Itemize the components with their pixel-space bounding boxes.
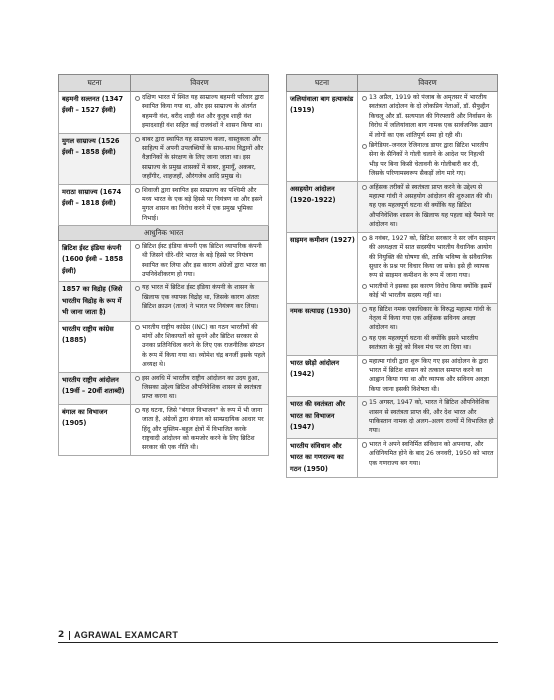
- table-row: [59, 133, 269, 184]
- event-description: [131, 92, 269, 134]
- bullet-item: शिवाजी द्वारा स्थापित इस साम्राज्य का पश्चिमी और मध्य भारत के एक बड़े हिस्से पर नियंत्रण था और इसने मुगल शासन का विरोध करने में एक प्रमुख भूमिका निभाई।: [142, 186, 266, 224]
- event-name: 1857 का विद्रोह (जिसे भारतीय विद्रोह के रूप में भी जाना जाता है): [59, 282, 131, 321]
- event-name: भारतीय राष्ट्रीय आंदोलन (19वीं – 20वीं शताब्दी): [59, 372, 131, 404]
- table-row: [59, 372, 269, 404]
- left-column: [58, 74, 269, 456]
- right-column: [286, 74, 498, 478]
- bullet-list: [360, 234, 495, 301]
- event-description: [131, 372, 269, 404]
- table-row: [287, 397, 498, 439]
- bullet-item: यह एक महत्वपूर्ण घटना थी क्योंकि इसने भारतीय स्वतंत्रता के मुद्दे को विश्व मंच पर ला दिया था।: [369, 334, 495, 353]
- event-name: भारत छोड़ो आंदोलन (1942): [287, 355, 358, 397]
- event-description: [358, 232, 498, 303]
- event-description: [131, 240, 269, 282]
- bullet-item: बाबर द्वारा स्थापित यह साम्राज्य कला, वास्तुकला और साहित्य में अपनी उपलब्धियों के साथ-साथ विद्वानों और वैज्ञानिकों के संरक्षण के लिए जाना जाता था। इस साम्राज्य के प्रमुख शासकों में बाबर, हुमायूँ, अकबर, जहाँगीर, शाहजहाँ, औरंगजेब आदि प्रमुख थे।: [142, 135, 266, 182]
- bullet-item: महात्मा गांधी द्वारा शुरू किए गए इस आंदोलन के द्वारा भारत में ब्रिटिश शासन को तत्काल समाप्त करने का आह्वान किया गया था और व्यापक और सविनय अवज्ञा किया जाना इसकी विशेषता थी।: [369, 357, 495, 395]
- bullet-list: [133, 406, 266, 453]
- right-table: [286, 74, 498, 478]
- bullet-item: भारतीयों ने इसका इस कारण विरोध किया क्योंकि इसमें कोई भी भारतीय सदस्य नहीं था।: [369, 282, 495, 301]
- header-event: घटना: [59, 75, 131, 92]
- table-row: [287, 92, 498, 182]
- event-name: मुगल साम्राज्य (1526 ईस्वी – 1858 ईस्वी): [59, 133, 131, 184]
- bullet-item: 13 अप्रैल, 1919 को पंजाब के अमृतसर में भारतीय स्वतंत्रता आंदोलन के दो लोकप्रिय नेताओं, डॉ. सैफुद्दीन किचलू और डॉ. सत्यपाल की गिरफ्तारी और निर्वासन के विरोध में जलियांवाला बाग नामक एक सार्वजनिक उद्यान में लोगों का एक शांतिपूर्ण समा हो रही थी।: [369, 93, 495, 140]
- table-row: [59, 184, 269, 226]
- event-name: नमक सत्याग्रह (1930): [287, 303, 358, 355]
- footer-divider: [69, 631, 70, 640]
- event-name: जलियांवाला बाग हत्याकांड (1919): [287, 92, 358, 182]
- bullet-item: 8 नवंबर, 1927 को, ब्रिटिश सरकार ने सर जॉन साइमन की अध्यक्षता में सात सदस्यीय भारतीय वैधानिक आयोग की नियुक्ति की घोषणा की, ताकि भविष्य के संवैधानिक सुधार के प्रश्न पर विचार किया जा सके। इसे ही व्यापक रूप से साइमन कमीशन के रूप में जाना गया।: [369, 234, 496, 280]
- bullet-item: भारतीय राष्ट्रीय कांग्रेस (INC) का गठन भारतीयों की मांगों और शिकायतों को सुनने और ब्रिटिश सरकार से उनका प्रतिनिधित्व करने के लिए एक राजनीतिक संगठन के रूप में किया गया था। व्योमेश चंद्र बनर्जी इसके पहले अध्यक्ष थे।: [142, 323, 266, 369]
- event-name: ब्रिटिश ईस्ट इंडिया कंपनी (1600 ईस्वी – 1858 ईस्वी): [59, 240, 131, 282]
- table-row: [59, 404, 269, 455]
- table-row: [287, 303, 498, 355]
- bullet-item: ब्रिगेडियर–जनरल रेजिनाल्ड डायर द्वारा ब्रिटिश भारतीय सेना के सैनिकों ने गोली चलाने के आदेश पर निहत्थी भीड़ पर बिना किसी चेतावनी के गोलीबारी कर दी, जिसके परिणामस्वरूप सैकड़ों लोग मारे गए।: [369, 141, 495, 179]
- bullet-item: 15 अगस्त, 1947 को, भारत ने ब्रिटिश औपनिवेशिक शासन से स्वतंत्रता प्राप्त की, और देश भारत और पाकिस्तान नामक दो अलग–अलग राज्यों में विभाजित हो गया।: [369, 399, 494, 435]
- event-description: [358, 397, 498, 439]
- brand-logo-text: AGRAWAL EXAMCART: [74, 630, 179, 640]
- bullet-list: [360, 183, 495, 230]
- event-description: [131, 282, 269, 321]
- event-name: भारतीय संविधान और भारत का गणराज्य का गठन (1950): [287, 438, 358, 477]
- table-row: [287, 232, 498, 303]
- table-row: [59, 282, 269, 321]
- event-description: [358, 355, 498, 397]
- bullet-item: यह भारत में ब्रिटिश ईस्ट इंडिया कंपनी के शासन के खिलाफ एक व्यापक विद्रोह था, जिसके कारण अंततः ब्रिटिश क्राउन (ताज) ने भारत पर नियंत्रण कर लिया।: [142, 283, 266, 311]
- bullet-item: भारत ने अपने स्वनिर्मित संविधान को अपनाया, और अधिनियमित होने के बाद 26 जनवरी, 1950 को भारत एक गणराज्य बन गया।: [369, 440, 494, 467]
- bullet-list: [133, 323, 266, 370]
- bullet-list: [360, 357, 495, 395]
- event-name: मराठा साम्राज्य (1674 ईस्वी – 1818 ईस्वी): [59, 184, 131, 226]
- bullet-list: [133, 135, 266, 182]
- event-description: [131, 184, 269, 226]
- event-name: साइमन कमीशन (1927): [287, 232, 358, 303]
- event-description: [358, 438, 498, 477]
- table-row: [59, 92, 269, 134]
- bullet-list: [133, 186, 266, 224]
- table-row: [59, 240, 269, 282]
- event-name: भारत की स्वतंत्रता और भारत का विभाजन (1947): [287, 397, 358, 439]
- table-row: [287, 438, 498, 477]
- bullet-list: [133, 242, 266, 280]
- bullet-item: दक्षिण भारत में स्थित यह साम्राज्य बहमनी परिवार द्वारा स्थापित किया गया था, और इस साम्राज्य के अंतर्गत बहमनी वंश, बरीद शाही वंश और कुतुब शाही वंश इमादशाही वंश सहित कई राजवंशों ने शासन किया था।: [142, 93, 266, 131]
- event-name: बंगाल का विभाजन (1905): [59, 404, 131, 455]
- bullet-item: इस अवधि में भारतीय राष्ट्रीय आंदोलन का उदय हुआ, जिसका उद्देश्य ब्रिटिश औपनिवेशिक शासन से स्वतंत्रता प्राप्त करना था।: [142, 374, 266, 402]
- header-description: विवरण: [131, 75, 269, 92]
- header-description: विवरण: [358, 75, 498, 92]
- bullet-item: यह घटना, जिसे "बंगाल विभाजन" के रूप में भी जाना जाता है, अंग्रेजों द्वारा बंगाल को साम्प्रदायिक आधार पर हिंदू और मुस्लिम–बहुल क्षेत्रों में विभाजित करके राष्ट्रवादी आंदोलन को कमजोर करने के लिए ब्रिटिश सरकार की एक नीति थी।: [142, 406, 266, 453]
- event-description: [131, 321, 269, 372]
- table-row: [287, 355, 498, 397]
- event-description: [358, 92, 498, 182]
- event-name: असहयोग आंदोलन (1920-1922): [287, 181, 358, 232]
- bullet-item: यह ब्रिटिश नमक एकाधिकार के विरुद्ध महात्मा गांधी के नेतृत्व में किया गया एक अहिंसक सविनय अवज्ञा आंदोलन था।: [369, 305, 495, 333]
- page-number: 2: [58, 630, 65, 640]
- event-description: [358, 181, 498, 232]
- bullet-list: [360, 93, 495, 179]
- bullet-item: ब्रिटिश ईस्ट इंडिया कंपनी एक ब्रिटिश व्यापारिक कंपनी थी जिसने धीरे-धीरे भारत के बड़े हिस्से पर नियंत्रण स्थापित कर लिया और इस कारण अंग्रेजों द्वारा भारत का उपनिवेशीकरण हो गया।: [142, 242, 266, 278]
- event-description: [131, 133, 269, 184]
- page-footer: [58, 630, 498, 652]
- footer-rule: [58, 642, 498, 643]
- section-label-modern-india: आधुनिक भारत: [59, 226, 269, 240]
- bullet-list: [360, 398, 495, 436]
- event-description: [358, 303, 498, 355]
- bullet-item: अहिंसक तरीकों से स्वतंत्रता प्राप्त करने के उद्देश्य से महात्मा गांधी ने असहयोग आंदोलन की शुरुआत की थी। यह एक महत्वपूर्ण घटना थी क्योंकि यह ब्रिटिश औपनिवेशिक शासन के खिलाफ यह पहला बड़े पैमाने पर आंदोलन था।: [369, 183, 494, 229]
- table-row: [59, 321, 269, 372]
- event-description: [131, 404, 269, 455]
- event-name: भारतीय राष्ट्रीय कांग्रेस (1885): [59, 321, 131, 372]
- event-name: बहमनी सल्तनत (1347 ईस्वी – 1527 ईस्वी): [59, 92, 131, 134]
- bullet-list: [360, 305, 495, 353]
- bullet-list: [133, 374, 266, 402]
- bullet-list: [360, 440, 495, 468]
- bullet-list: [133, 93, 266, 131]
- header-event: घटना: [287, 75, 358, 92]
- bullet-list: [133, 283, 266, 311]
- table-row: [287, 181, 498, 232]
- left-table: [58, 74, 269, 456]
